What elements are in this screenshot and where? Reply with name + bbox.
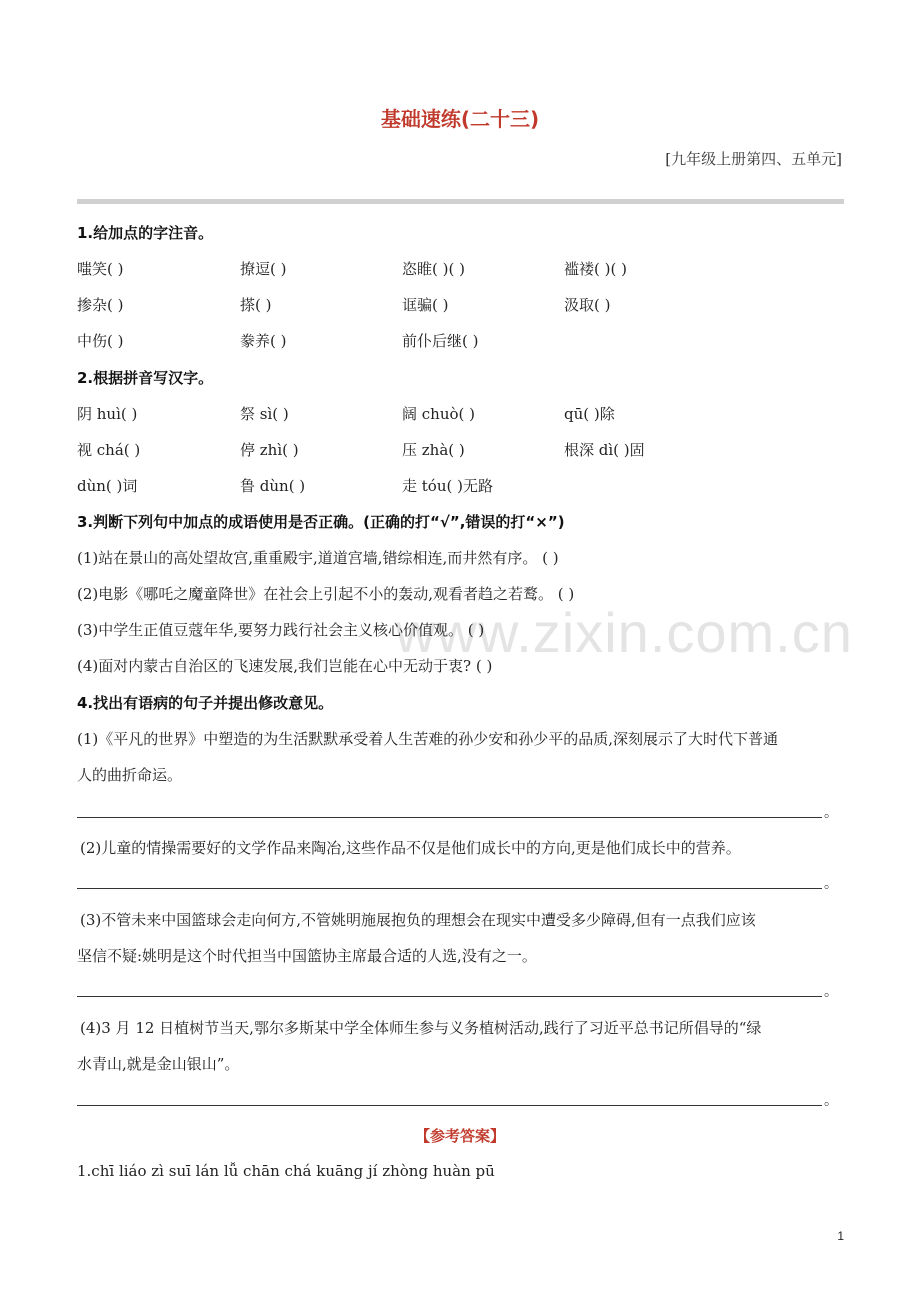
line-period: 。 (824, 876, 838, 892)
answer-line[interactable] (77, 817, 822, 818)
divider (77, 199, 844, 204)
answer-line-1: 1.chī liáo zì suī lán lǚ chān chá kuāng jí zhòng huàn pū (77, 1162, 495, 1180)
q2-item: 鲁 dùn( ) (240, 477, 306, 495)
answer-line[interactable] (77, 996, 822, 997)
q1-item: 撩逗( ) (240, 260, 287, 278)
q4-sentence: (4)3 月 12 日植树节当天,鄂尔多斯某中学全体师生参与义务植树活动,践行了习近平总书记所倡导的“绿 (80, 1019, 762, 1037)
q2-item: qū( )除 (564, 405, 615, 423)
q4-sentence: 坚信不疑:姚明是这个时代担当中国篮协主席最合适的人选,没有之一。 (77, 947, 537, 965)
q1-item: 豢养( ) (240, 332, 287, 350)
page-subtitle: [九年级上册第四、五单元] (665, 150, 842, 168)
q1-item: 汲取( ) (564, 296, 611, 314)
q1-item: 前仆后继( ) (402, 332, 479, 350)
line-period: 。 (824, 805, 838, 821)
line-period: 。 (824, 984, 838, 1000)
q2-item: 阴 huì( ) (77, 405, 138, 423)
q2-item: 根深 dì( )固 (564, 441, 645, 459)
q4-sentence: (1)《平凡的世界》中塑造的为生活默默承受着人生苦难的孙少安和孙少平的品质,深刻展示了大时代下普通 (77, 730, 779, 748)
q2-item: 停 zhì( ) (240, 441, 299, 459)
q1-item: 中伤( ) (77, 332, 124, 350)
q2-item: 祭 sì( ) (240, 405, 289, 423)
q2-item: 压 zhà( ) (402, 441, 465, 459)
q1-item: 褴褛( )( ) (564, 260, 627, 278)
q2-item: 阔 chuò( ) (402, 405, 475, 423)
q4-sentence: 水青山,就是金山银山”。 (77, 1055, 240, 1073)
q3-item: (3)中学生正值豆蔻年华,要努力践行社会主义核心价值观。 ( ) (77, 621, 485, 639)
q1-heading: 1.给加点的字注音。 (77, 224, 214, 242)
q4-heading: 4.找出有语病的句子并提出修改意见。 (77, 694, 334, 712)
q2-item: 视 chá( ) (77, 441, 141, 459)
q3-heading: 3.判断下列句中加点的成语使用是否正确。(正确的打“√”,错误的打“×”) (77, 513, 565, 531)
page-title: 基础速练(二十三) (380, 107, 540, 131)
q3-item: (1)站在景山的高处望故宫,重重殿宇,道道宫墙,错综相连,而井然有序。 ( ) (77, 549, 559, 567)
answer-line[interactable] (77, 888, 822, 889)
q1-item: 恣睢( )( ) (402, 260, 465, 278)
q2-item: dùn( )词 (77, 477, 138, 495)
q1-item: 嗤笑( ) (77, 260, 124, 278)
q4-sentence: (3)不管未来中国篮球会走向何方,不管姚明施展抱负的理想会在现实中遭受多少障碍,但有一点我们应该 (80, 911, 756, 929)
q1-item: 诓骗( ) (402, 296, 449, 314)
answer-line[interactable] (77, 1105, 822, 1106)
q2-item: 走 tóu( )无路 (402, 477, 493, 495)
watermark: www.zixin.com.cn (395, 601, 853, 664)
q1-item: 掺杂( ) (77, 296, 124, 314)
answers-heading: 【参考答案】 (414, 1127, 505, 1145)
page-number: 1 (837, 1229, 844, 1243)
q3-item: (2)电影《哪吒之魔童降世》在社会上引起不小的轰动,观看者趋之若鹜。 ( ) (77, 585, 575, 603)
q1-item: 搽( ) (240, 296, 272, 314)
q4-sentence: 人的曲折命运。 (77, 766, 183, 784)
q2-heading: 2.根据拼音写汉字。 (77, 369, 214, 387)
q3-item: (4)面对内蒙古自治区的飞速发展,我们岂能在心中无动于衷? ( ) (77, 657, 493, 675)
q4-sentence: (2)儿童的情操需要好的文学作品来陶冶,这些作品不仅是他们成长中的方向,更是他们成长中的营养。 (80, 839, 741, 857)
line-period: 。 (824, 1093, 838, 1109)
